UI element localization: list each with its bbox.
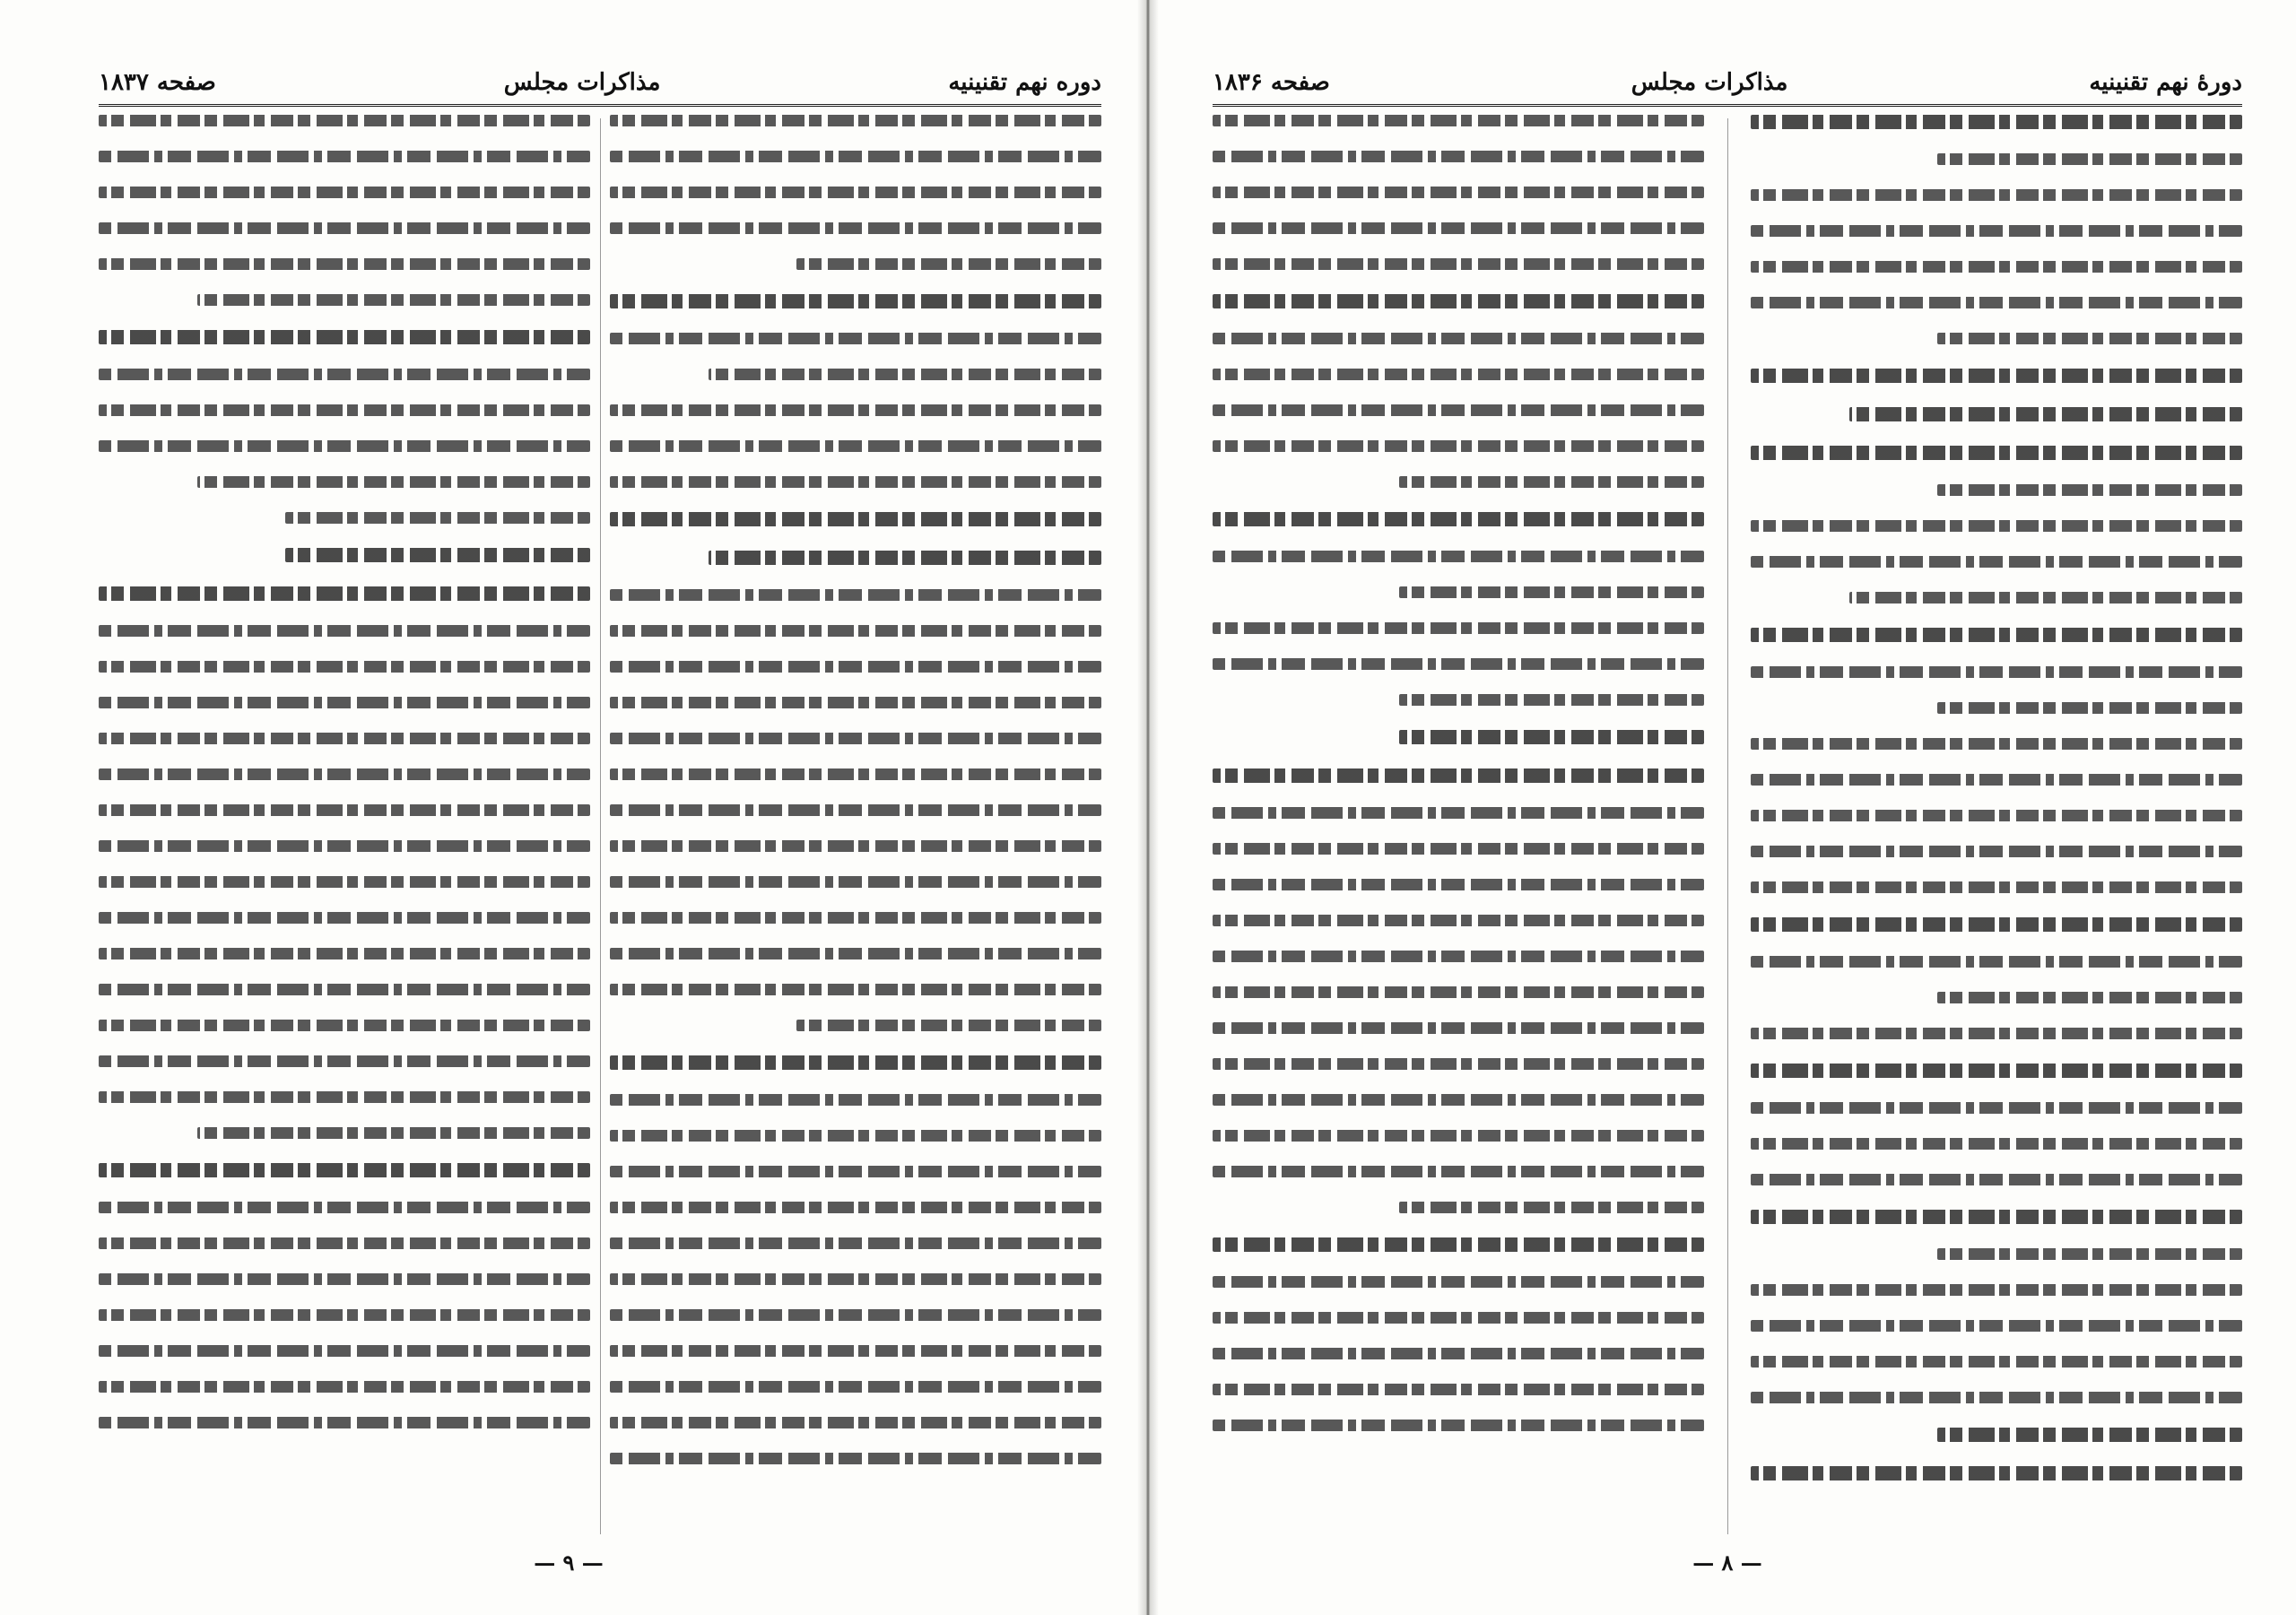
left-page [0,0,1137,1615]
right-page [1159,0,2296,1615]
running-head [1213,65,2242,100]
text-columns [1213,115,2242,1534]
book-gutter [1137,0,1159,1615]
text-column-left [1213,115,1704,1534]
journal-title: مذاکرات مجلس [503,69,661,96]
text-column-right [1751,115,2242,1534]
page-number-label: صفحه ۱۸۳۷ [99,69,216,96]
journal-term-label: دورهٔ نهم تقنینیه [2089,69,2242,96]
header-rule [1213,104,2242,107]
page-number-label: صفحه ۱۸۳۶ [1213,69,1330,96]
column-divider [600,118,601,1534]
text-column-left [99,115,590,1534]
running-head [99,65,1101,100]
text-columns [99,115,1101,1534]
page-folio: — ۸ — [1692,1550,1762,1576]
column-divider [1727,118,1728,1534]
header-rule [99,104,1101,107]
journal-term-label: دوره نهم تقنینیه [948,69,1101,96]
journal-title: مذاکرات مجلس [1631,69,1788,96]
text-column-right [610,115,1101,1534]
page-folio: — ۹ — [534,1550,604,1576]
